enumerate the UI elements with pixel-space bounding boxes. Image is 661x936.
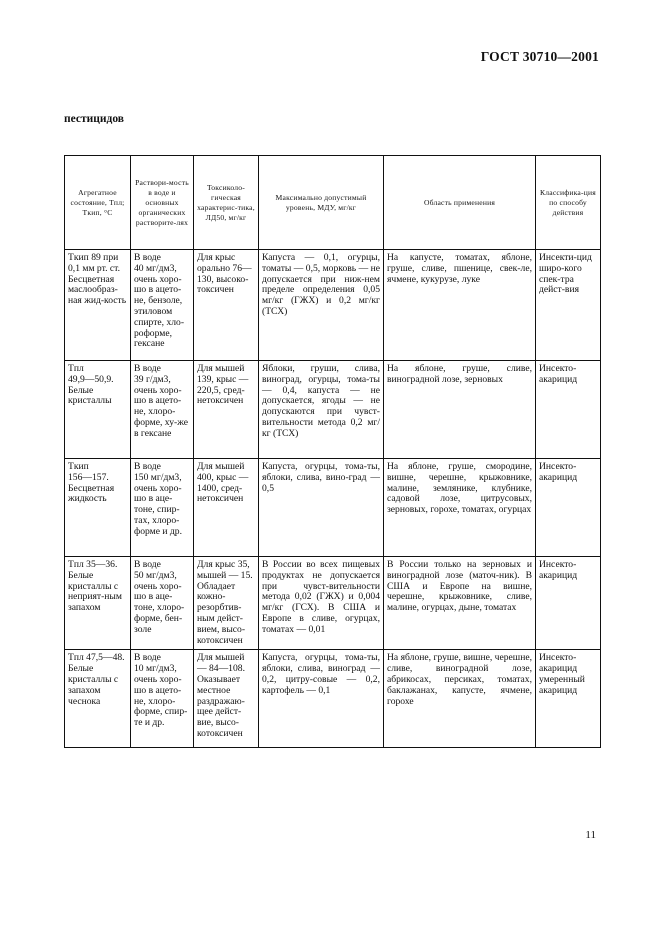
- cell-application: На яблоне, груше, сливе, виноградной лозе, зерновых: [384, 361, 536, 459]
- header-solubility: Раствори-мость в воде и основных органических растворите-лях: [131, 156, 194, 250]
- table-row: [65, 361, 601, 459]
- cell-toxicology: Для мышей 139, крыс — 220,5, сред-нетоксичен: [194, 361, 259, 459]
- cell-aggregate-state: Tпл 47,5—48. Белые кристаллы с запахом чеснока: [65, 650, 131, 748]
- cell-application: На яблоне, груше, вишне, черешне, сливе, виноградной лозе, абрикосах, персиках, томатах, баклажанах, капусте, ячмене, горохе: [384, 650, 536, 748]
- cell-application: На яблоне, груше, смородине, вишне, черешне, крыжовнике, малине, землянике, клубнике, садовой лозе, цитрусовых, зерновых, горохе, томатах, огурцах: [384, 459, 536, 557]
- cell-classification: Инсекто-акарицид: [536, 361, 601, 459]
- cell-classification: Инсекто-акарицид: [536, 557, 601, 650]
- document-code: ГОСТ 30710—2001: [480, 49, 599, 64]
- cell-classification: Инсекто-акарицид: [536, 459, 601, 557]
- header-max-level: Максимально допустимый уровень, МДУ, мг/кг: [259, 156, 384, 250]
- table-row: [65, 250, 601, 361]
- cell-aggregate-state: Tпл 35—36. Белые кристаллы с неприят-ным запахом: [65, 557, 131, 650]
- cell-toxicology: Для мышей 400, крыс — 1400, сред-нетоксичен: [194, 459, 259, 557]
- cell-aggregate-state: Tпл 49,9—50,9. Белые кристаллы: [65, 361, 131, 459]
- header-aggregate-state: Агрегатное состояние, Tпл; Tкип, °С: [65, 156, 131, 250]
- cell-toxicology: Для крыс орально 76—130, высоко-токсичен: [194, 250, 259, 361]
- cell-toxicology: Для мышей — 84—108. Оказывает местное раздражаю-щее дейст-вие, высо-котоксичен: [194, 650, 259, 748]
- cell-solubility: В воде 39 г/дм3, очень хоро-шо в ацето-не, хлоро-форме, ху-же в гексане: [131, 361, 194, 459]
- cell-max-level: Капуста, огурцы, тома-ты, яблоки, слива, вино-град — 0,5: [259, 459, 384, 557]
- cell-classification: Инсекти-цид широ-кого спек-тра дейст-вия: [536, 250, 601, 361]
- cell-max-level: Капуста — 0,1, огурцы, томаты — 0,5, морковь — не допускается при ниж-нем пределе определения 0,05 мг/кг (ГЖХ) и 0,2 мг/кг (ТСХ): [259, 250, 384, 361]
- section-title: пестицидов: [64, 113, 124, 125]
- cell-max-level: Яблоки, груши, слива, виноград, огурцы, тома-ты — 0,4, капуста — не допускается, ягоды — не допускаются при чувст-вительности метода 0,2 мг/кг (ТСХ): [259, 361, 384, 459]
- cell-solubility: В воде 50 мг/дм3, очень хоро-шо в аце-тоне, хлоро-форме, бен-золе: [131, 557, 194, 650]
- cell-max-level: Капуста, огурцы, тома-ты, яблоки, слива, виноград — 0,2, цитру-совые — 0,2, картофель — 0,1: [259, 650, 384, 748]
- table-header-row: [65, 156, 601, 250]
- pesticide-table: [64, 155, 601, 748]
- cell-solubility: В воде 10 мг/дм3, очень хоро-шо в ацето-не, хлоро-форме, спир-те и др.: [131, 650, 194, 748]
- table-row: [65, 650, 601, 748]
- cell-application: В России только на зерновых и виноградной лозе (маточ-ник). В США и Европе на вишне, черешне, крыжовнике, сливе, малине, огурцах, дыне, томатах: [384, 557, 536, 650]
- cell-aggregate-state: Tкип 156—157. Бесцветная жидкость: [65, 459, 131, 557]
- header-toxicology: Токсиколо-гическая характерис-тика, ЛД50, мг/кг: [194, 156, 259, 250]
- cell-toxicology: Для крыс 35, мышей — 15. Обладает кожно-резорбтив-ным дейст-вием, высо-котоксичен: [194, 557, 259, 650]
- cell-max-level: В России во всех пищевых продуктах не допускается при чувст-вительности метода 0,02 (ГЖХ) и 0,004 мг/кг (ГСХ). В США и Европе в сливе, огурцах, томатах — 0,01: [259, 557, 384, 650]
- page-number: 11: [585, 829, 596, 841]
- cell-solubility: В воде 40 мг/дм3, очень хоро-шо в ацето-не, бензоле, этиловом спирте, хло-роформе, гексане: [131, 250, 194, 361]
- cell-aggregate-state: Tкип 89 при 0,1 мм рт. ст. Бесцветная маслообраз-ная жид-кость: [65, 250, 131, 361]
- cell-application: На капусте, томатах, яблоне, груше, сливе, пшенице, свек-ле, ячмене, кукурузе, луке: [384, 250, 536, 361]
- header-application: Область применения: [384, 156, 536, 250]
- cell-classification: Инсекто-акарицид умеренный акарицид: [536, 650, 601, 748]
- cell-solubility: В воде 150 мг/дм3, очень хоро-шо в аце-тоне, спир-тах, хлоро-форме и др.: [131, 459, 194, 557]
- header-classification: Классифика-ция по способу действия: [536, 156, 601, 250]
- table-row: [65, 459, 601, 557]
- table-row: [65, 557, 601, 650]
